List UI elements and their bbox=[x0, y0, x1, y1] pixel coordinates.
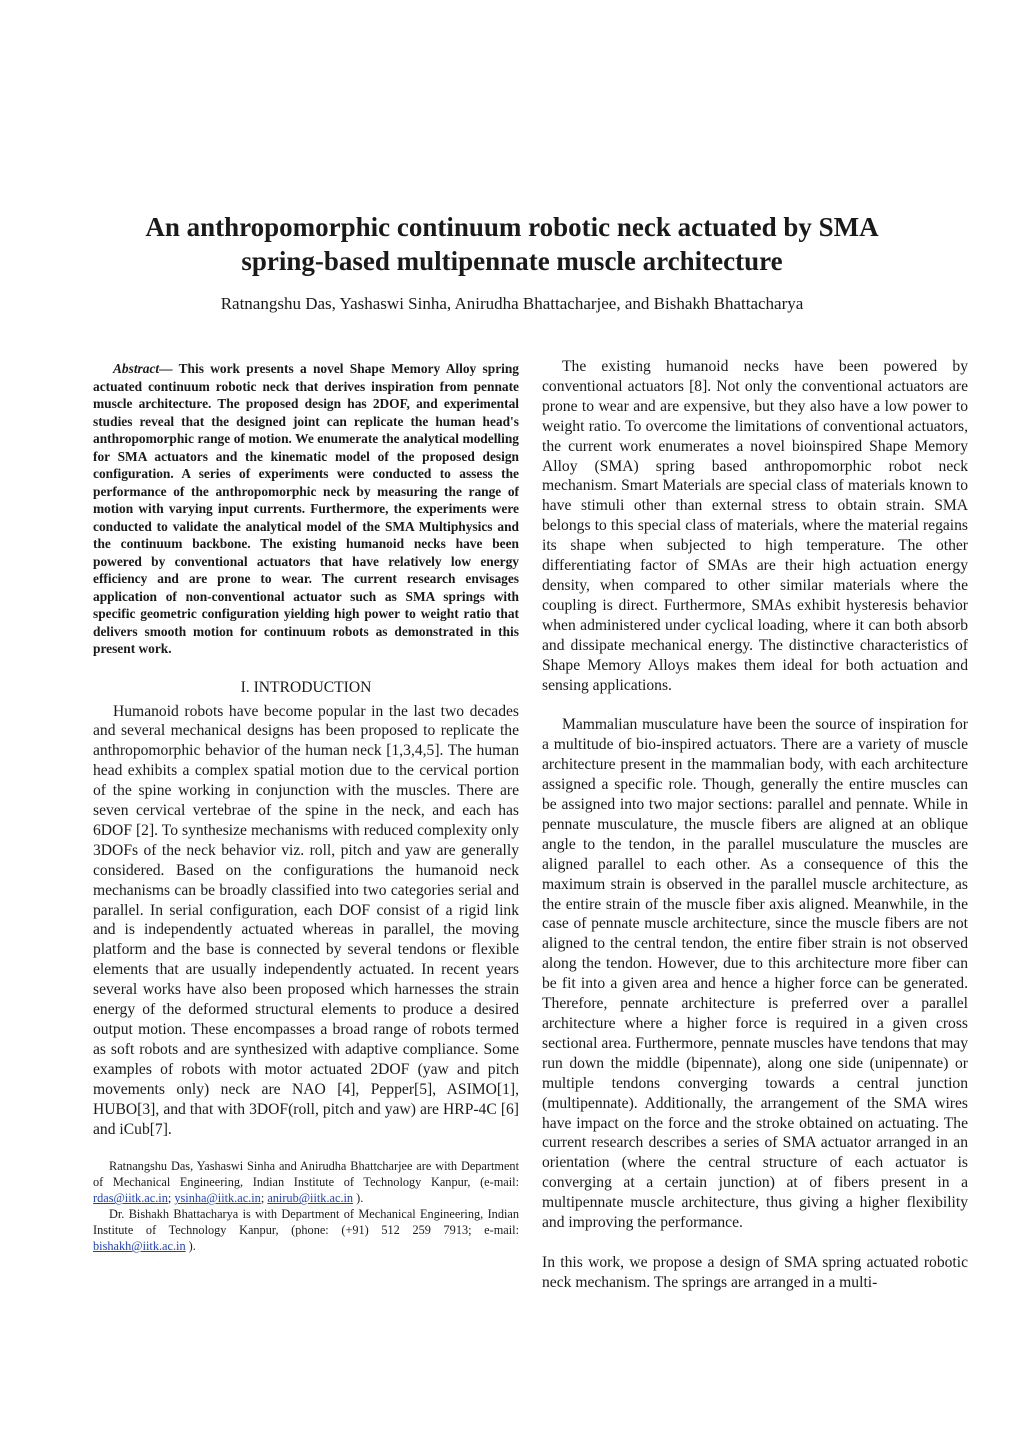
footnote-1-end: ). bbox=[353, 1191, 364, 1206]
abstract-label: Abstract bbox=[113, 361, 160, 376]
footnote-affiliation-2 bbox=[93, 1207, 519, 1255]
footnote-sep-1: ; bbox=[167, 1191, 175, 1206]
paper-title bbox=[80, 210, 944, 278]
abstract-dash: — bbox=[159, 361, 179, 376]
right-column bbox=[542, 357, 968, 1293]
footnote-1-text: Ratnangshu Das, Yashaswi Sinha and Anirudha Bhattcharjee are with Department of Mechanical Engineering, Indian Institute of Technology Kanpur, (e-mail: bbox=[93, 1159, 519, 1190]
intro-paragraph-2: The existing humanoid necks have been powered by conventional actuators [8]. Not only the conventional actuators are prone to wear and are expensive, but they also have a low power to weight ratio. To overcome the limitations of conventional actuators, the current work enumerates a novel bioinspired Shape Memory Alloy (SMA) spring based anthropomorphic robot neck mechanism. Smart Materials are special class of materials known to have stimuli other than external stress to obtain strain. SMA belongs to this special class of materials, where the material regains its shape when subjected to high temperature. The other differentiating factor of SMAs are their high actuation energy density, when compared to other similar materials where the coupling is direct. Furthermore, SMAs exhibit hysteresis behavior when administered under cyclical loading, where it can both absorb and dissipate mechanical energy. The distinctive characteristics of Shape Memory Alloys makes them ideal for both actuation and sensing applications. bbox=[542, 358, 968, 694]
footnote-2-end: ). bbox=[185, 1238, 196, 1253]
email-link-rdas[interactable]: rdas@iitk.ac.in bbox=[93, 1191, 168, 1206]
footnote-sep-2: ; bbox=[260, 1191, 268, 1206]
author-list: Ratnangshu Das, Yashaswi Sinha, Anirudha Bhattacharjee, and Bishakh Bhattacharya bbox=[220, 294, 804, 313]
email-link-anirub[interactable]: anirub@iitk.ac.in bbox=[267, 1191, 354, 1206]
email-link-ysinha[interactable]: ysinha@iitk.ac.in bbox=[174, 1191, 261, 1206]
email-link-bishakh[interactable]: bishakh@iitk.ac.in bbox=[93, 1238, 186, 1253]
footnote-2-text: Dr. Bishakh Bhattacharya is with Department of Mechanical Engineering, Indian Institute of Technology Kanpur, (phone: (+91) 512 259 7913; e-mail: bbox=[93, 1207, 519, 1238]
intro-paragraph-4: In this work, we propose a design of SMA spring actuated robotic neck mechanism. The springs are arranged in a multi- bbox=[542, 1253, 968, 1291]
left-column bbox=[93, 360, 519, 1255]
intro-paragraph-3: Mammalian musculature have been the source of inspiration for a multitude of bio-inspired actuators. There are a variety of muscle architecture present in the mammalian body, with each architecture assigned a specific role. Though, generally the entire muscles can be assigned into two major sections: parallel and pennate. While in pennate musculature, the muscle fibers are aligned at an oblique angle to the tendon, in the parallel musculature the muscles are aligned parallel to each other. As a consequence of this the maximum strain is observed in the parallel muscle architecture, as the entire strain of the muscle fiber axis aligned. Meanwhile, in the case of pennate muscle architecture, since the muscle fibers are not aligned to the central tendon, the entire fiber strain is not observed along the tendon. However, due to this architecture more fiber can be fit into a given area and hence a higher force can be generated. Therefore, pennate architecture is preferred over a parallel architecture where a higher force is required in a given cross sectional area. Furthermore, pennate muscles have tendons that may run down the middle (bipennate), along one side (unipennate) or multiple tendons converging towards a central junction (multipennate). Additionally, the arrangement of the SMA wires have impact on the force and the stroke obtained on actuating. The current research describes a series of SMA actuator arranged in an orientation (where the central structure of each actuator is converging at a certain junction) at of fibers present in a multipennate muscle architecture, thus giving a higher flexibility and improving the performance. bbox=[542, 716, 968, 1232]
abstract bbox=[93, 360, 519, 658]
intro-paragraph-1: Humanoid robots have become popular in the last two decades and several mechanical designs has been proposed to replicate the anthropomorphic behavior of the human neck [1,3,4,5]. The human head exhibits a complex spatial motion due to the cervical portion of the spine working in conjunction with the muscles. There are seven cervical vertebrae of the spine in the neck, and each has 6DOF [2]. To synthesize mechanisms with reduced complexity only 3DOFs of the neck behavior viz. roll, pitch and yaw are generally considered. Based on the configurations the humanoid neck mechanisms can be broadly classified into two categories serial and parallel. In serial configuration, each DOF consist of a rigid link and is independently actuated whereas in parallel, the moving platform and the base is connected by several tendons or flexible elements that are usually independently actuated. In recent years several works have also been proposed which harnesses the strain energy of the deformed structural elements to produce a desired output motion. These encompasses a broad range of robots termed as soft robots and are synthesized with adaptive compliance. Some examples of robots with motor actuated 2DOF (yaw and pitch movements only) neck are NAO [4], Pepper[5], ASIMO[1], HUBO[3], and that with 3DOF(roll, pitch and yaw) are HRP-4C [6] and iCub[7]. bbox=[93, 702, 519, 1138]
footnotes bbox=[93, 1159, 519, 1254]
abstract-text: This work presents a novel Shape Memory Alloy spring actuated continuum robotic neck that derives inspiration from pennate muscle architecture. The proposed design has 2DOF, and experimental studies reveal that the designed joint can replicate the human head's anthropomorphic range of motion. We enumerate the analytical modelling for SMA actuators and the kinematic model of the proposed design configuration. A series of experiments were conducted to assess the performance of the anthropomorphic neck by measuring the range of motion with varying input currents. Furthermore, the experiments were conducted to validate the analytical model of the SMA Multiphysics and the continuum backbone. The existing humanoid necks have been powered by conventional actuators that have relatively low energy efficiency and are prone to wear. The current research envisages application of non-conventional actuator such as SMA springs with specific geometric configuration yielding high power to weight ratio that delivers smooth motion for continuum robots as demonstrated in this present work. bbox=[93, 361, 520, 656]
paragraph-gap bbox=[542, 695, 968, 715]
title-line-1: An anthropomorphic continuum robotic neck actuated by SMA bbox=[145, 212, 879, 242]
title-line-2: spring-based multipennate muscle architecture bbox=[241, 246, 783, 276]
section-heading-introduction: I. INTRODUCTION bbox=[240, 678, 372, 696]
paragraph-gap bbox=[542, 1233, 968, 1253]
footnote-affiliation-1 bbox=[93, 1159, 519, 1207]
